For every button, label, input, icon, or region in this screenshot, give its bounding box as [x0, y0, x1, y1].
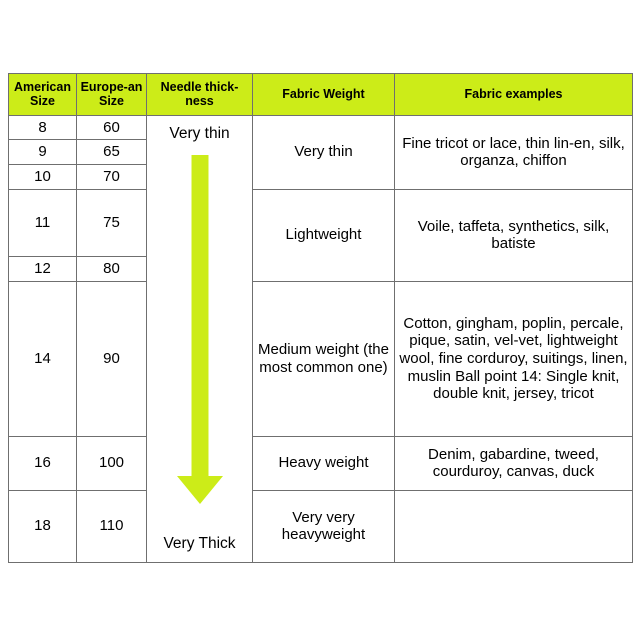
- fabric-weight-heavy: Heavy weight: [253, 436, 395, 490]
- fabric-examples-lightweight: Voile, taffeta, synthetics, silk, batiste: [395, 189, 633, 281]
- fabric-weight-lightweight: Lightweight: [253, 189, 395, 281]
- european-size-80: 80: [77, 257, 147, 282]
- european-size-90: 90: [77, 281, 147, 436]
- american-size-11: 11: [9, 189, 77, 256]
- fabric-examples-very-thin: Fine tricot or lace, thin lin-en, silk, organza, chiffon: [395, 115, 633, 189]
- european-size-70: 70: [77, 165, 147, 190]
- fabric-weight-very-very-heavy: Very very heavyweight: [253, 490, 395, 562]
- american-size-10: 10: [9, 165, 77, 190]
- down-arrow-icon: [177, 155, 223, 504]
- table-row: [9, 115, 633, 140]
- european-size-100: 100: [77, 436, 147, 490]
- needle-bottom-label: Very Thick: [163, 535, 236, 553]
- american-size-9: 9: [9, 140, 77, 165]
- table-row: [9, 281, 633, 436]
- header-fabric-weight: Fabric Weight: [253, 74, 395, 116]
- table-row: [9, 490, 633, 562]
- header-american-size: American Size: [9, 74, 77, 116]
- needle-thickness-cell: [147, 115, 253, 562]
- table-row: [9, 436, 633, 490]
- header-fabric-examples: Fabric examples: [395, 74, 633, 116]
- european-size-75: 75: [77, 189, 147, 256]
- european-size-65: 65: [77, 140, 147, 165]
- header-needle-thickness: Needle thick-ness: [147, 74, 253, 116]
- header-european-size: Europe-an Size: [77, 74, 147, 116]
- american-size-16: 16: [9, 436, 77, 490]
- table-header-row: [9, 74, 633, 116]
- fabric-examples-very-very-heavy: [395, 490, 633, 562]
- table-row: [9, 189, 633, 256]
- american-size-18: 18: [9, 490, 77, 562]
- needle-size-table: [8, 73, 633, 563]
- american-size-8: 8: [9, 115, 77, 140]
- fabric-weight-medium: Medium weight (the most common one): [253, 281, 395, 436]
- fabric-examples-medium: Cotton, gingham, poplin, percale, pique, satin, vel-vet, lightweight wool, fine corduroy, suitings, linen, muslin Ball point 14: Single knit, double knit, jersey, tricot: [395, 281, 633, 436]
- fabric-weight-very-thin: Very thin: [253, 115, 395, 189]
- american-size-12: 12: [9, 257, 77, 282]
- european-size-60: 60: [77, 115, 147, 140]
- needle-top-label: Very thin: [169, 124, 230, 142]
- european-size-110: 110: [77, 490, 147, 562]
- fabric-examples-heavy: Denim, gabardine, tweed, courduroy, canvas, duck: [395, 436, 633, 490]
- american-size-14: 14: [9, 281, 77, 436]
